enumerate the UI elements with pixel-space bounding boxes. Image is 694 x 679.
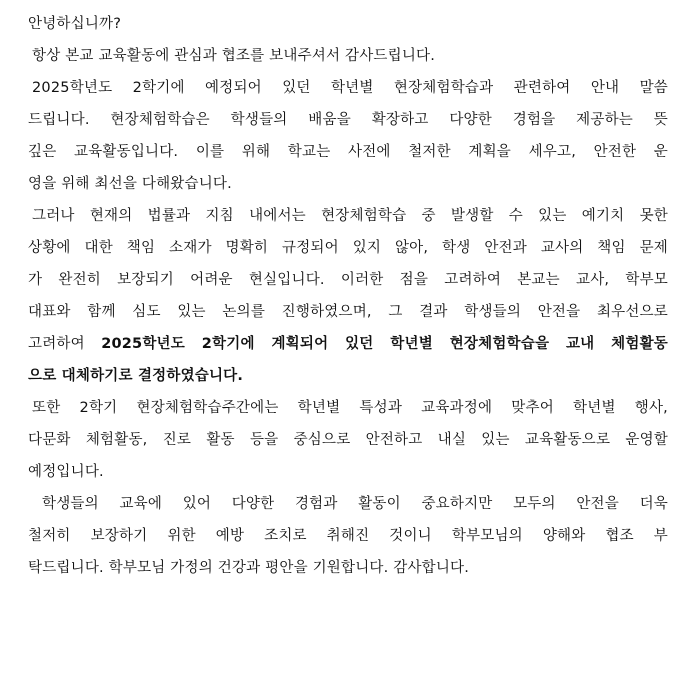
greeting-line: 안녕하십니까? xyxy=(28,16,122,32)
paragraph-3-line-5-plain: 고려하여 xyxy=(28,336,102,352)
paragraph-4-line-1: 또한 2학기 현장체험학습주간에는 학년별 특성과 교육과정에 맞추어 학년별 행사, xyxy=(32,400,668,416)
paragraph-5-line-3: 탁드립니다. 학부모님 가정의 건강과 평안을 기원합니다. 감사합니다. xyxy=(28,560,470,576)
paragraph-5-line-2: 철저히 보장하기 위한 예방 조치로 취해진 것이니 학부모님의 양해와 협조 부 xyxy=(28,528,668,544)
paragraph-3-line-1: 그러나 현재의 법률과 지침 내에서는 현장체험학습 중 발생할 수 있는 예기치 못한 xyxy=(32,208,668,224)
paragraph-4-line-3: 예정입니다. xyxy=(28,464,104,480)
paragraph-2-line-2: 드립니다. 현장체험학습은 학생들의 배움을 확장하고 다양한 경험을 제공하는 뜻 xyxy=(28,112,668,128)
paragraph-3-line-4: 대표와 함께 심도 있는 논의를 진행하였으며, 그 결과 학생들의 안전을 최우선으로 xyxy=(28,304,668,320)
letter-body xyxy=(28,8,668,584)
paragraph-2-line-4: 영을 위해 최선을 다해왔습니다. xyxy=(28,176,232,192)
paragraph-5-line-1: 학생들의 교육에 있어 다양한 경험과 활동이 중요하지만 모두의 안전을 더욱 xyxy=(42,496,668,512)
paragraph-1-line-1: 항상 본교 교육활동에 관심과 협조를 보내주셔서 감사드립니다. xyxy=(32,48,436,64)
paragraph-2-line-3: 깊은 교육활동입니다. 이를 위해 학교는 사전에 철저한 계획을 세우고, 안전한 운 xyxy=(28,144,668,160)
paragraph-3-line-5-bold: 2025학년도 2학기에 계획되어 있던 학년별 현장체험학습을 교내 체험활동 xyxy=(101,336,668,352)
paragraph-3-line-2: 상황에 대한 책임 소재가 명확히 규정되어 있지 않아, 학생 안전과 교사의 책임 문제 xyxy=(28,240,668,256)
paragraph-3-line-3: 가 완전히 보장되기 어려운 현실입니다. 이러한 점을 고려하여 본교는 교사, 학부모 xyxy=(28,272,668,288)
paragraph-2-line-1: 2025학년도 2학기에 예정되어 있던 학년별 현장체험학습과 관련하여 안내 말씀 xyxy=(32,80,668,96)
paragraph-3-line-5 xyxy=(28,328,668,360)
paragraph-3-line-6: 으로 대체하기로 결정하였습니다. xyxy=(28,368,244,384)
paragraph-4-line-2: 다문화 체험활동, 진로 활동 등을 중심으로 안전하고 내실 있는 교육활동으로 운영할 xyxy=(28,432,668,448)
